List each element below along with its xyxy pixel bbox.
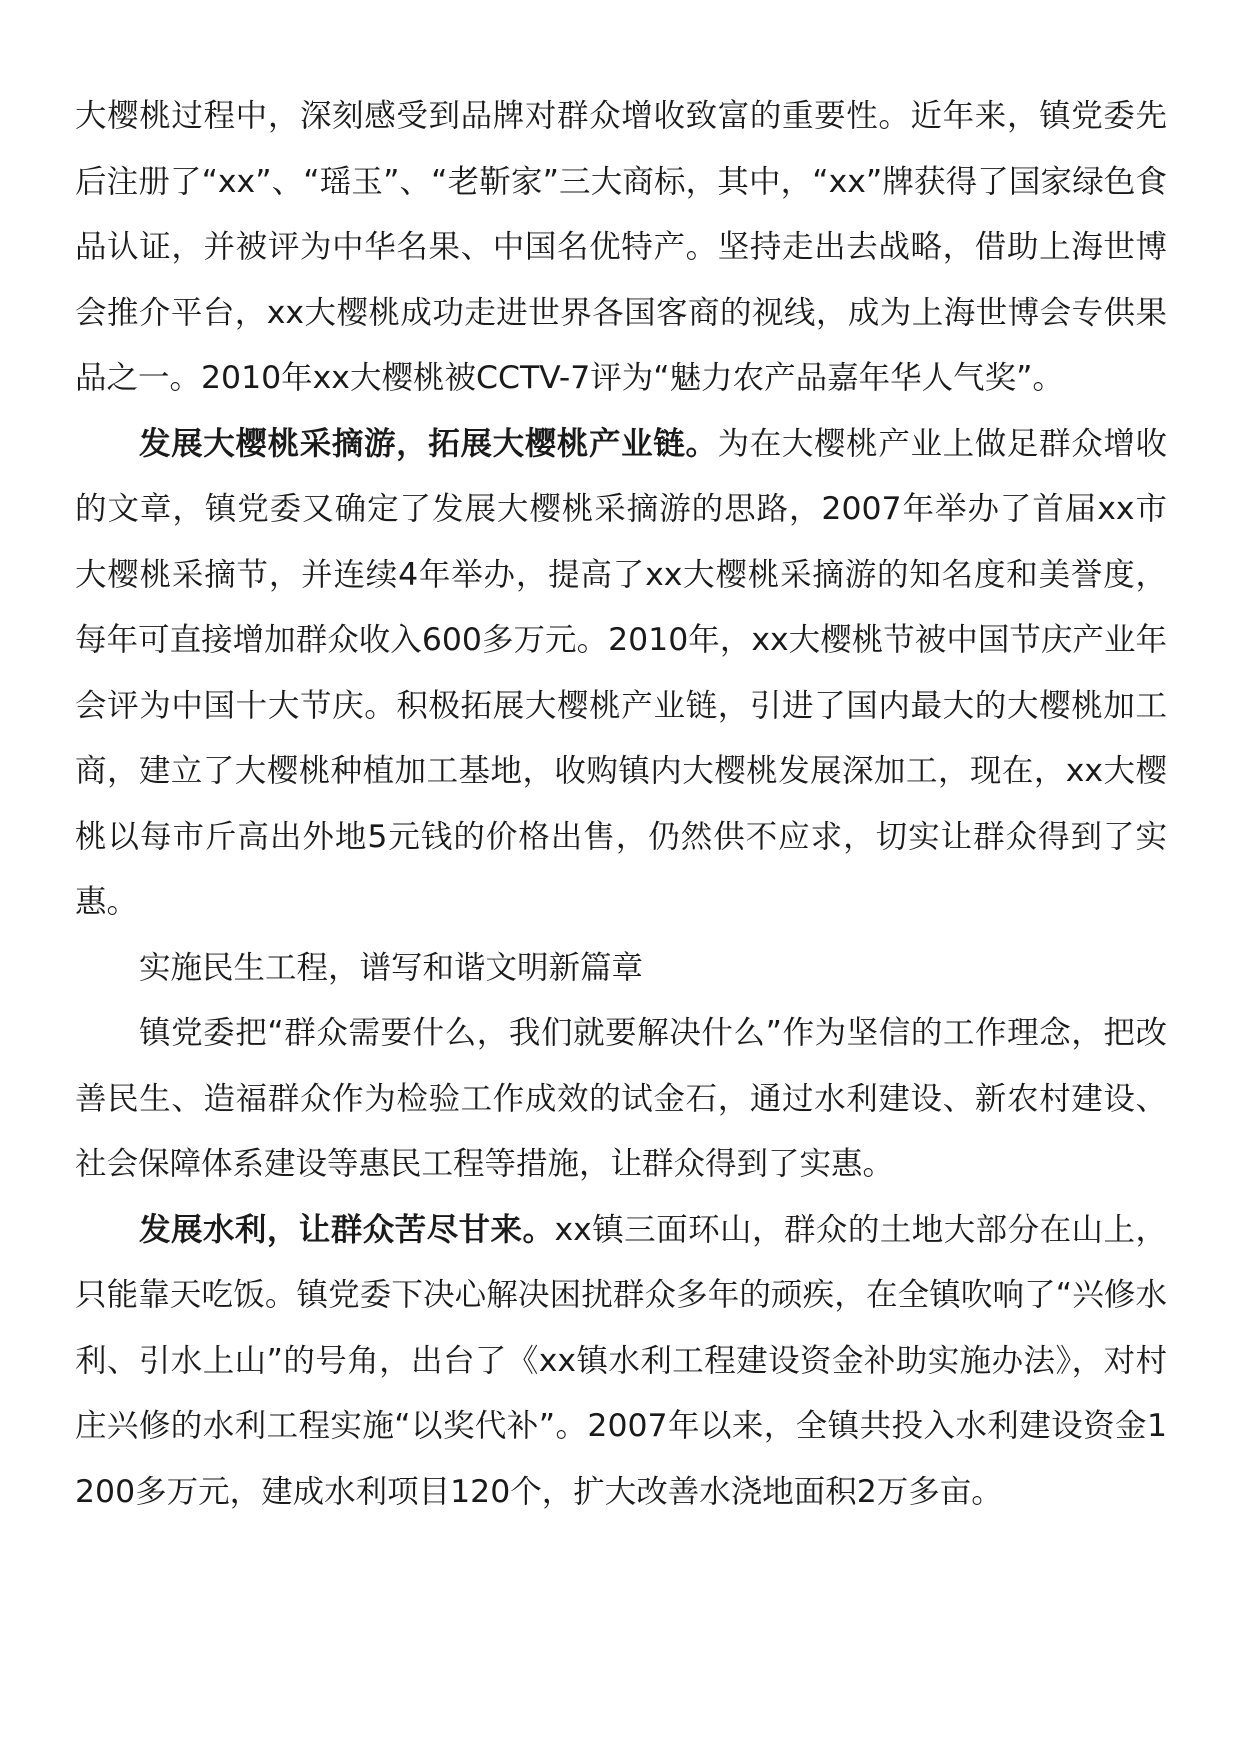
paragraph-cherry-picking-tourism: [75, 412, 1167, 936]
section-heading-livelihood: [75, 936, 1167, 1002]
paragraph-text: 大樱桃过程中，深刻感受到品牌对群众增收致富的重要性。近年来，镇党委先后注册了“xx”、“瑶玉”、“老靳家”三大商标，其中，“xx”牌获得了国家绿色食品认证，并被评为中华名果、中国名优特产。坚持走出去战略，借助上海世博会推介平台，xx大樱桃成功走进世界各国客商的视线，成为上海世博会专供果品之一。2010年xx大樱桃被CCTV-7评为“魅力农产品嘉年华人气奖”。: [75, 98, 1167, 396]
section-heading-text: 实施民生工程，谱写和谐文明新篇章: [139, 949, 644, 986]
paragraph-text: xx镇三面环山，群众的土地大部分在山上，只能靠天吃饭。镇党委下决心解决困扰群众多年的顽疾，在全镇吹响了“兴修水利、引水上山”的号角，出台了《xx镇水利工程建设资金补助实施办法》，对村庄兴修的水利工程实施“以奖代补”。2007年以来，全镇共投入水利建设资金1200多万元，建成水利项目120个，扩大改善水浇地面积2万多亩。: [75, 1211, 1167, 1510]
document-page: [75, 84, 1167, 1525]
paragraph-water-conservancy: [75, 1198, 1167, 1526]
paragraph-livelihood-intro: [75, 1001, 1167, 1198]
paragraph-lead-heading: 发展水利，让群众苦尽甘来。: [139, 1211, 555, 1248]
paragraph-text: 为在大樱桃产业上做足群众增收的文章，镇党委又确定了发展大樱桃采摘游的思路，2007年举办了首届xx市大樱桃采摘节，并连续4年举办，提高了xx大樱桃采摘游的知名度和美誉度，每年可直接增加群众收入600多万元。2010年，xx大樱桃节被中国节庆产业年会评为中国十大节庆。积极拓展大樱桃产业链，引进了国内最大的大樱桃加工商，建立了大樱桃种植加工基地，收购镇内大樱桃发展深加工，现在，xx大樱桃以每市斤高出外地5元钱的价格出售，仍然供不应求，切实让群众得到了实惠。: [75, 425, 1167, 920]
paragraph-brand-continuation: [75, 84, 1167, 412]
paragraph-text: 镇党委把“群众需要什么，我们就要解决什么”作为坚信的工作理念，把改善民生、造福群众作为检验工作成效的试金石，通过水利建设、新农村建设、社会保障体系建设等惠民工程等措施，让群众得到了实惠。: [75, 1015, 1167, 1182]
paragraph-lead-heading: 发展大樱桃采摘游，拓展大樱桃产业链。: [139, 425, 718, 462]
